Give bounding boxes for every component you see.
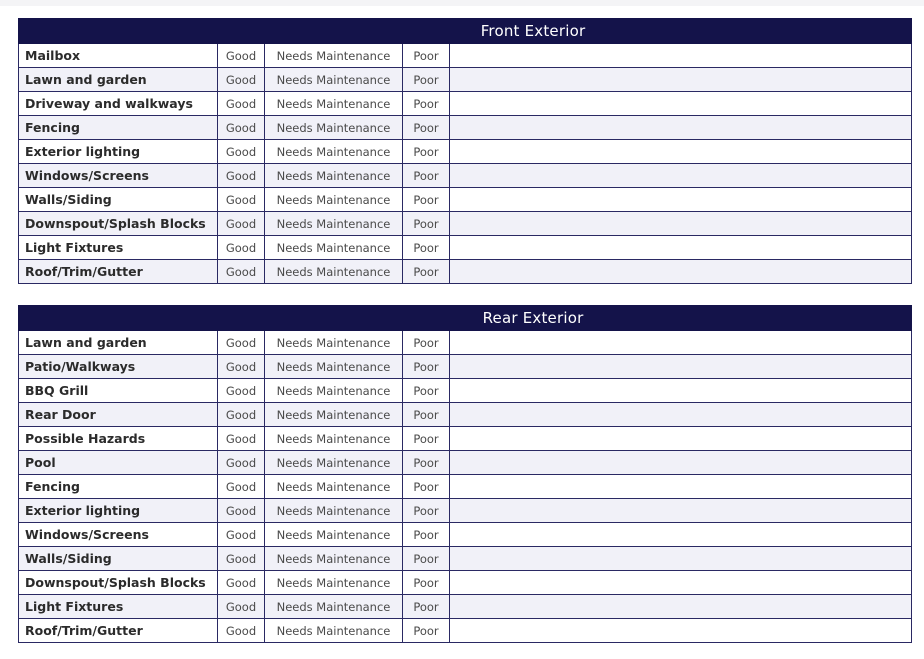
checklist-row bbox=[19, 547, 912, 571]
rating-good-option[interactable]: Good bbox=[218, 475, 265, 499]
checklist-row bbox=[19, 92, 912, 116]
item-name: Windows/Screens bbox=[19, 164, 218, 188]
checklist-row bbox=[19, 523, 912, 547]
rating-needs-maintenance-option[interactable]: Needs Maintenance bbox=[265, 212, 403, 236]
rating-good-option[interactable]: Good bbox=[218, 379, 265, 403]
item-name: Patio/Walkways bbox=[19, 355, 218, 379]
checklist-row bbox=[19, 260, 912, 284]
notes-field[interactable] bbox=[450, 595, 912, 619]
checklist-row bbox=[19, 355, 912, 379]
rating-good-option[interactable]: Good bbox=[218, 140, 265, 164]
notes-field[interactable] bbox=[450, 188, 912, 212]
checklist-row bbox=[19, 427, 912, 451]
rating-good-option[interactable]: Good bbox=[218, 355, 265, 379]
item-name: Downspout/Splash Blocks bbox=[19, 212, 218, 236]
notes-field[interactable] bbox=[450, 403, 912, 427]
notes-field[interactable] bbox=[450, 92, 912, 116]
rating-poor-option[interactable]: Poor bbox=[403, 379, 450, 403]
item-name: Roof/Trim/Gutter bbox=[19, 260, 218, 284]
rating-needs-maintenance-option[interactable]: Needs Maintenance bbox=[265, 92, 403, 116]
notes-field[interactable] bbox=[450, 523, 912, 547]
rating-needs-maintenance-option[interactable]: Needs Maintenance bbox=[265, 236, 403, 260]
rating-good-option[interactable]: Good bbox=[218, 92, 265, 116]
checklist-row bbox=[19, 140, 912, 164]
item-name: Light Fixtures bbox=[19, 236, 218, 260]
rating-needs-maintenance-option[interactable]: Needs Maintenance bbox=[265, 44, 403, 68]
rating-poor-option[interactable]: Poor bbox=[403, 68, 450, 92]
rating-needs-maintenance-option[interactable]: Needs Maintenance bbox=[265, 571, 403, 595]
checklist-row bbox=[19, 571, 912, 595]
notes-field[interactable] bbox=[450, 475, 912, 499]
checklist-row bbox=[19, 331, 912, 355]
notes-field[interactable] bbox=[450, 116, 912, 140]
item-name: Mailbox bbox=[19, 44, 218, 68]
rating-good-option[interactable]: Good bbox=[218, 403, 265, 427]
notes-field[interactable] bbox=[450, 379, 912, 403]
section-title bbox=[19, 306, 912, 331]
rating-needs-maintenance-option[interactable]: Needs Maintenance bbox=[265, 523, 403, 547]
item-name: Driveway and walkways bbox=[19, 92, 218, 116]
notes-field[interactable] bbox=[450, 619, 912, 643]
item-name: Rear Door bbox=[19, 403, 218, 427]
rating-good-option[interactable]: Good bbox=[218, 523, 265, 547]
checklist-row bbox=[19, 403, 912, 427]
rating-poor-option[interactable]: Poor bbox=[403, 212, 450, 236]
rating-needs-maintenance-option[interactable]: Needs Maintenance bbox=[265, 499, 403, 523]
item-name: Walls/Siding bbox=[19, 188, 218, 212]
rating-needs-maintenance-option[interactable]: Needs Maintenance bbox=[265, 475, 403, 499]
notes-field[interactable] bbox=[450, 547, 912, 571]
checklist-row bbox=[19, 164, 912, 188]
notes-field[interactable] bbox=[450, 236, 912, 260]
item-name: Exterior lighting bbox=[19, 499, 218, 523]
notes-field[interactable] bbox=[450, 427, 912, 451]
item-name: Exterior lighting bbox=[19, 140, 218, 164]
rating-good-option[interactable]: Good bbox=[218, 427, 265, 451]
rating-poor-option[interactable]: Poor bbox=[403, 92, 450, 116]
rating-poor-option[interactable]: Poor bbox=[403, 188, 450, 212]
item-name: Fencing bbox=[19, 475, 218, 499]
item-name: Possible Hazards bbox=[19, 427, 218, 451]
rating-poor-option[interactable]: Poor bbox=[403, 499, 450, 523]
rating-good-option[interactable]: Good bbox=[218, 236, 265, 260]
rating-poor-option[interactable]: Poor bbox=[403, 331, 450, 355]
checklist-row bbox=[19, 619, 912, 643]
rating-good-option[interactable]: Good bbox=[218, 571, 265, 595]
rating-good-option[interactable]: Good bbox=[218, 188, 265, 212]
notes-field[interactable] bbox=[450, 260, 912, 284]
rating-poor-option[interactable]: Poor bbox=[403, 116, 450, 140]
rating-poor-option[interactable]: Poor bbox=[403, 523, 450, 547]
rating-good-option[interactable]: Good bbox=[218, 331, 265, 355]
item-name: Walls/Siding bbox=[19, 547, 218, 571]
notes-field[interactable] bbox=[450, 331, 912, 355]
notes-field[interactable] bbox=[450, 140, 912, 164]
rating-poor-option[interactable]: Poor bbox=[403, 427, 450, 451]
rating-poor-option[interactable]: Poor bbox=[403, 403, 450, 427]
rating-good-option[interactable]: Good bbox=[218, 260, 265, 284]
rating-good-option[interactable]: Good bbox=[218, 451, 265, 475]
notes-field[interactable] bbox=[450, 571, 912, 595]
rating-needs-maintenance-option[interactable]: Needs Maintenance bbox=[265, 547, 403, 571]
rating-poor-option[interactable]: Poor bbox=[403, 44, 450, 68]
rating-poor-option[interactable]: Poor bbox=[403, 619, 450, 643]
rating-needs-maintenance-option[interactable]: Needs Maintenance bbox=[265, 403, 403, 427]
section-title-text: Front Exterior bbox=[480, 22, 586, 40]
rating-needs-maintenance-option[interactable]: Needs Maintenance bbox=[265, 379, 403, 403]
rating-good-option[interactable]: Good bbox=[218, 619, 265, 643]
notes-field[interactable] bbox=[450, 451, 912, 475]
rating-good-option[interactable]: Good bbox=[218, 595, 265, 619]
checklist-row bbox=[19, 236, 912, 260]
notes-field[interactable] bbox=[450, 212, 912, 236]
checklist-row bbox=[19, 212, 912, 236]
rating-needs-maintenance-option[interactable]: Needs Maintenance bbox=[265, 164, 403, 188]
notes-field[interactable] bbox=[450, 499, 912, 523]
rating-needs-maintenance-option[interactable]: Needs Maintenance bbox=[265, 595, 403, 619]
rating-good-option[interactable]: Good bbox=[218, 212, 265, 236]
rating-poor-option[interactable]: Poor bbox=[403, 355, 450, 379]
rating-poor-option[interactable]: Poor bbox=[403, 571, 450, 595]
rating-needs-maintenance-option[interactable]: Needs Maintenance bbox=[265, 140, 403, 164]
checklist-row bbox=[19, 68, 912, 92]
rating-needs-maintenance-option[interactable]: Needs Maintenance bbox=[265, 355, 403, 379]
rating-poor-option[interactable]: Poor bbox=[403, 451, 450, 475]
rating-poor-option[interactable]: Poor bbox=[403, 475, 450, 499]
rating-needs-maintenance-option[interactable]: Needs Maintenance bbox=[265, 451, 403, 475]
checklist-row bbox=[19, 116, 912, 140]
checklist-row bbox=[19, 475, 912, 499]
checklist-row bbox=[19, 595, 912, 619]
checklist-row bbox=[19, 44, 912, 68]
rating-needs-maintenance-option[interactable]: Needs Maintenance bbox=[265, 68, 403, 92]
checklist-row bbox=[19, 499, 912, 523]
rating-poor-option[interactable]: Poor bbox=[403, 260, 450, 284]
page-top-rule bbox=[0, 0, 924, 6]
notes-field[interactable] bbox=[450, 164, 912, 188]
item-name: Pool bbox=[19, 451, 218, 475]
item-name: Fencing bbox=[19, 116, 218, 140]
rating-poor-option[interactable]: Poor bbox=[403, 236, 450, 260]
notes-field[interactable] bbox=[450, 68, 912, 92]
item-name: Light Fixtures bbox=[19, 595, 218, 619]
rear-exterior-table bbox=[18, 305, 912, 643]
item-name: BBQ Grill bbox=[19, 379, 218, 403]
rating-good-option[interactable]: Good bbox=[218, 547, 265, 571]
rating-good-option[interactable]: Good bbox=[218, 116, 265, 140]
checklist-row bbox=[19, 379, 912, 403]
rating-good-option[interactable]: Good bbox=[218, 164, 265, 188]
rating-needs-maintenance-option[interactable]: Needs Maintenance bbox=[265, 116, 403, 140]
item-name: Roof/Trim/Gutter bbox=[19, 619, 218, 643]
rating-needs-maintenance-option[interactable]: Needs Maintenance bbox=[265, 331, 403, 355]
rating-poor-option[interactable]: Poor bbox=[403, 140, 450, 164]
item-name: Lawn and garden bbox=[19, 331, 218, 355]
item-name: Lawn and garden bbox=[19, 68, 218, 92]
checklist-row bbox=[19, 188, 912, 212]
checklist-row bbox=[19, 451, 912, 475]
item-name: Downspout/Splash Blocks bbox=[19, 571, 218, 595]
rating-poor-option[interactable]: Poor bbox=[403, 595, 450, 619]
item-name: Windows/Screens bbox=[19, 523, 218, 547]
section-title-text: Rear Exterior bbox=[482, 309, 584, 327]
rating-good-option[interactable]: Good bbox=[218, 44, 265, 68]
rating-needs-maintenance-option[interactable]: Needs Maintenance bbox=[265, 188, 403, 212]
rating-poor-option[interactable]: Poor bbox=[403, 547, 450, 571]
rating-poor-option[interactable]: Poor bbox=[403, 164, 450, 188]
rating-good-option[interactable]: Good bbox=[218, 499, 265, 523]
rating-needs-maintenance-option[interactable]: Needs Maintenance bbox=[265, 427, 403, 451]
notes-field[interactable] bbox=[450, 355, 912, 379]
rating-needs-maintenance-option[interactable]: Needs Maintenance bbox=[265, 260, 403, 284]
front-exterior-table bbox=[18, 18, 912, 284]
rating-needs-maintenance-option[interactable]: Needs Maintenance bbox=[265, 619, 403, 643]
section-title bbox=[19, 19, 912, 44]
rating-good-option[interactable]: Good bbox=[218, 68, 265, 92]
notes-field[interactable] bbox=[450, 44, 912, 68]
